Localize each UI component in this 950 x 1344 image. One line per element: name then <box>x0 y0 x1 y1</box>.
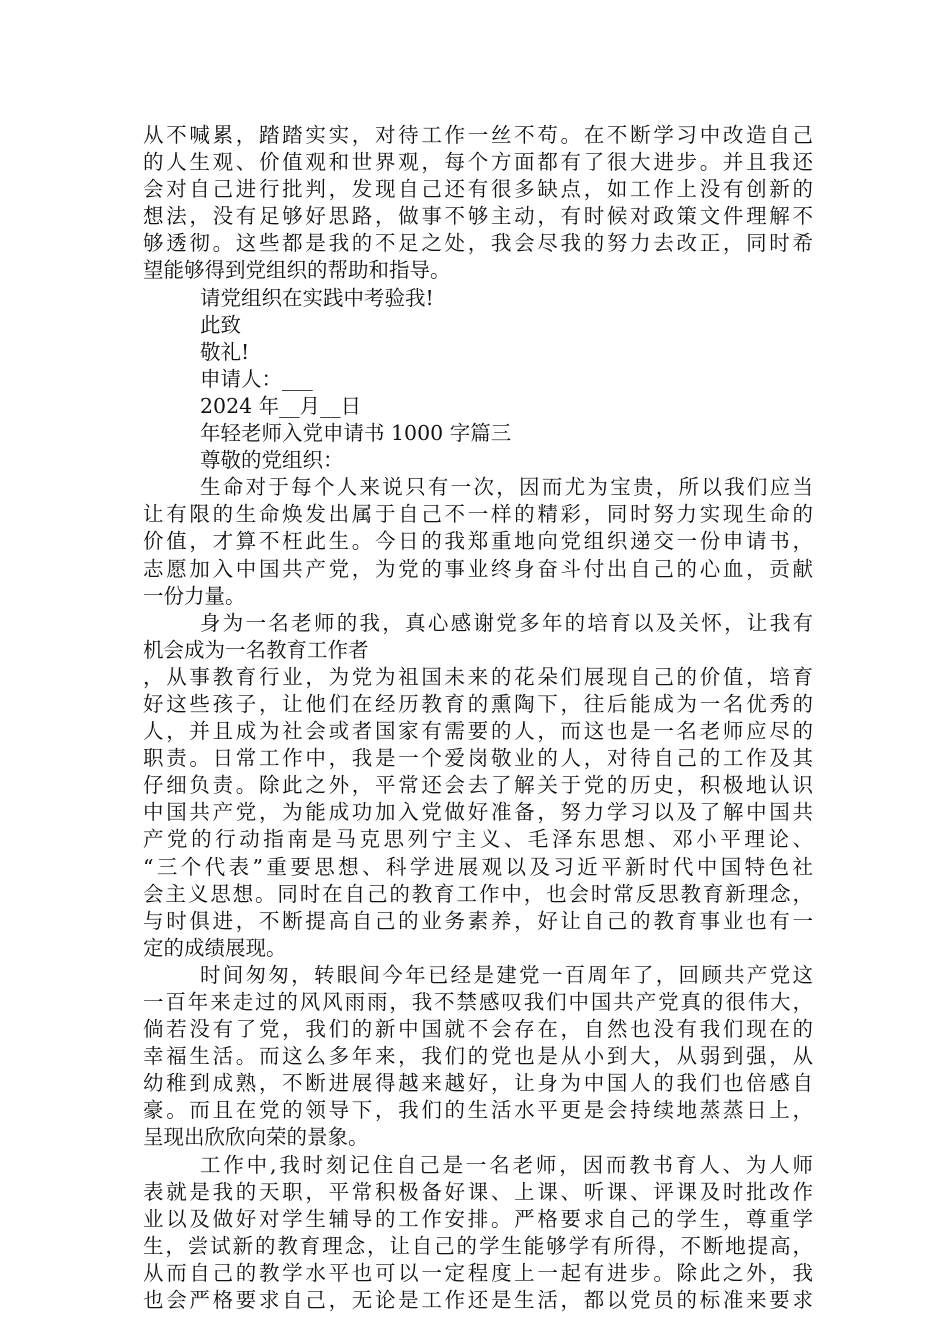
text-line: “三个代表”重要思想、科学进展观以及习近平新时代中国特色社 <box>143 854 813 879</box>
text-line: 从不喊累，踏踏实实，对待工作一丝不苟。在不断学习中改造自己 <box>143 123 813 147</box>
text-line: 望能够得到党组织的帮助和指导。 <box>143 258 451 283</box>
text-line: 的人生观、价值观和世界观，每个方面都有了很大进步。并且我还 <box>143 150 813 175</box>
text-line: 一百年来走过的风风雨雨，我不禁感叹我们中国共产党真的很伟大， <box>143 990 813 1014</box>
text-line: 人，并且成为社会或者国家有需要的人，而这也是一名老师应尽的 <box>143 719 813 744</box>
text-line: 机会成为一名教育工作者 <box>143 637 369 662</box>
text-line: 也会严格要求自己，无论是工作还是生活，都以党员的标准来要求 <box>143 1288 813 1313</box>
text-line: 够透彻。这些都是我的不足之处，我会尽我的努力去改正，同时希 <box>143 231 813 256</box>
text-line: 让有限的生命焕发出属于自己不一样的精彩，同时努力实现生命的 <box>143 502 813 527</box>
text-line: 产党的行动指南是马克思列宁主义、毛泽东思想、邓小平理论、 <box>143 827 813 852</box>
text-line: ，从事教育行业，为党为祖国未来的花朵们展现自己的价值，培育 <box>143 664 813 689</box>
text-line: 呈现出欣欣向荣的景象。 <box>143 1125 369 1150</box>
text-line: 生命对于每个人来说只有一次，因而尤为宝贵，所以我们应当 <box>200 475 813 500</box>
text-line: 幸福生活。而这么多年来，我们的党也是从小到大，从弱到强，从 <box>143 1044 813 1069</box>
text-line: 志愿加入中国共产党，为党的事业终身奋斗付出自己的心血，贡献 <box>143 556 813 581</box>
text-line: 好这些孩子，让他们在经历教育的熏陶下，往后能成为一名优秀的 <box>143 691 813 716</box>
text-line: 定的成绩展现。 <box>143 935 287 960</box>
text-line: 生，尝试新的教育理念，让自己的学生能够学有所得，不断地提高， <box>143 1233 813 1258</box>
text-line: 会主义思想。同时在自己的教育工作中，也会时常反思教育新理念， <box>143 881 813 906</box>
text-line: 职责。日常工作中，我是一个爱岗敬业的人，对待自己的工作及其 <box>143 746 813 771</box>
text-line: 时间匆匆，转眼间今年已经是建党一百周年了，回顾共产党这 <box>200 962 813 987</box>
text-line: 一份力量。 <box>143 583 246 608</box>
text-line: 身为一名老师的我，真心感谢党多年的培育以及关怀，让我有 <box>200 610 813 635</box>
text-line: 2024 年__月__日 <box>200 393 362 418</box>
text-line: 业以及做好对学生辅导的工作安排。严格要求自己的学生，尊重学 <box>143 1206 813 1231</box>
document-page <box>143 122 813 1314</box>
text-line: 申请人：___ <box>200 366 313 391</box>
text-line: 敬礼! <box>200 339 250 364</box>
text-line: 年轻老师入党申请书 1000 字篇三 <box>200 421 512 446</box>
text-line: 表就是我的天职，平常积极备好课、上课、听课、评课及时批改作 <box>143 1179 813 1204</box>
text-line: 仔细负责。除此之外，平常还会去了解关于党的历史，积极地认识 <box>143 773 813 798</box>
text-line: 尊敬的党组织： <box>200 448 344 473</box>
text-line: 想法，没有足够好思路，做事不够主动，有时候对政策文件理解不 <box>143 204 813 229</box>
text-line: 倘若没有了党，我们的新中国就不会存在，自然也没有我们现在的 <box>143 1017 813 1042</box>
text-line: 幼稚到成熟，不断进展得越来越好，让身为中国人的我们也倍感自 <box>143 1071 813 1096</box>
text-line: 与时俱进，不断提高自己的业务素养，好让自己的教育事业也有一 <box>143 908 813 933</box>
text-line: 价值，才算不枉此生。今日的我郑重地向党组织递交一份申请书， <box>143 529 813 554</box>
text-line: 工作中,我时刻记住自己是一名老师，因而教书育人、为人师 <box>200 1152 813 1177</box>
text-line: 请党组织在实践中考验我! <box>200 285 434 310</box>
text-line: 中国共产党，为能成功加入党做好准备，努力学习以及了解中国共 <box>143 800 813 825</box>
text-line: 会对自己进行批判，发现自己还有很多缺点，如工作上没有创新的 <box>143 177 813 202</box>
text-line: 从而自己的教学水平也可以一定程度上一起有进步。除此之外，我 <box>143 1260 813 1285</box>
text-line: 豪。而且在党的领导下，我们的生活水平更是会持续地蒸蒸日上， <box>143 1098 813 1123</box>
text-line: 此致 <box>200 312 241 337</box>
